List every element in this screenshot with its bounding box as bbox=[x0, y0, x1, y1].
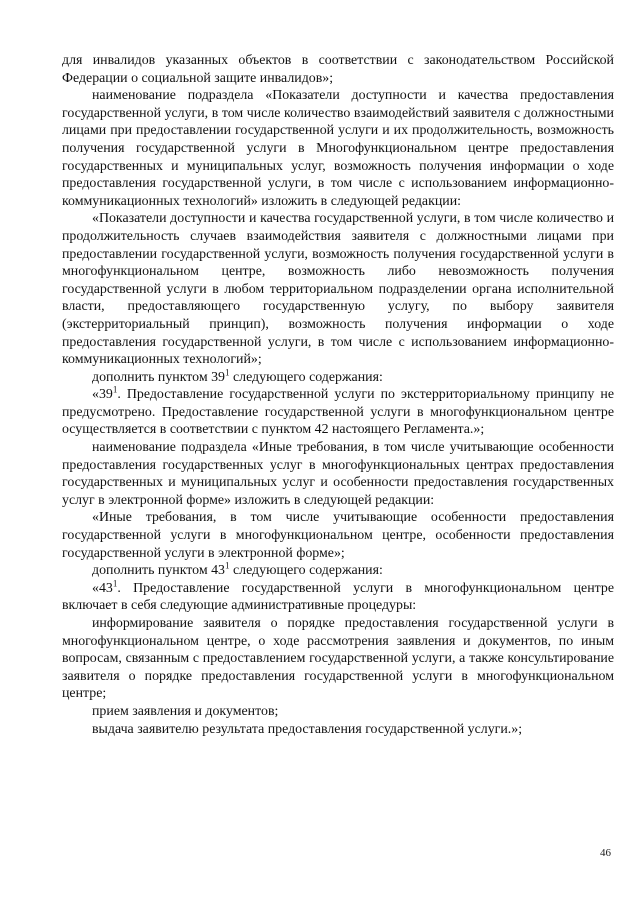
superscript-one: 1 bbox=[225, 560, 230, 571]
paragraph-10: информирование заявителя о порядке предоставления государственной услуги в многофункциональном центре, о ходе рассмотрения заявления и документов, по иным вопросам, связанным с предоставлением государственной услуги, а также консультирование заявителя о порядке предоставления государственной услуги в многофункциональном центре; bbox=[62, 616, 614, 702]
superscript-one: 1 bbox=[112, 578, 118, 589]
document-body bbox=[62, 52, 614, 738]
paragraph-2: наименование подраздела «Показатели доступности и качества предоставления государственной услуги, в том числе количество взаимодействий заявителя с должностными лицами при предоставлении государственной услуги и их продолжительность, возможность получения государственной услуги в Многофункциональном центре предоставления государственных и муниципальных услуг, возможность получения информации о ходе предоставления государственной услуги, в том числе с использованием информационно-коммуникационных технологий» изложить в следующей редакции: bbox=[62, 88, 614, 209]
page-number: 46 bbox=[600, 847, 611, 859]
superscript-one: 1 bbox=[225, 367, 230, 378]
paragraph-5: «$39^1$. Предоставление государственной услуги по экстерриториальному принципу не предусмотрено. Предоставление государственной услуги в многофункциональном центре осуществляется в соответствии с пунктом 42 настоящего Регламента.»; bbox=[62, 384, 614, 438]
superscript-one: 1 bbox=[112, 384, 118, 395]
paragraph-11: прием заявления и документов; bbox=[92, 703, 279, 719]
paragraph-4: дополнить пунктом $39^1$ следующего содержания: bbox=[92, 367, 383, 385]
paragraph-7: «Иные требования, в том числе учитывающие особенности предоставления государственной услуги в многофункциональном центре, особенности предоставления государственной услуги в электронной форме»; bbox=[62, 510, 614, 561]
paragraph-1: для инвалидов указанных объектов в соответствии с законодательством Российской Федерации о социальной защите инвалидов»; bbox=[62, 53, 614, 86]
paragraph-9: «$43^1$. Предоставление государственной услуги в многофункциональном центре включает в себя следующие административные процедуры: bbox=[62, 578, 614, 614]
paragraph-12: выдача заявителю результата предоставления государственной услуги.»; bbox=[92, 721, 523, 737]
paragraph-3: «Показатели доступности и качества государственной услуги, в том числе количество и продолжительность случаев взаимодействия заявителя с должностными лицами при предоставлении государственной услуги, возможность получения государственной услуги в многофункциональном центре, возможность либо невозможность получения государственной услуги в любом территориальном подразделении органа исполнительной власти, предоставляющего государственную услугу, по выбору заявителя (экстерриториальный принцип), возможность получения информации о ходе предоставления государственной услуги, в том числе с использованием информационно-коммуникационных технологий»; bbox=[62, 211, 614, 368]
paragraph-6: наименование подраздела «Иные требования, в том числе учитывающие особенности предоставления государственных услуг в многофункциональных центрах предоставления государственных и муниципальных услуг и особенности предоставления государственных услуг в электронной форме» изложить в следующей редакции: bbox=[62, 440, 614, 508]
paragraph-8: дополнить пунктом $43^1$ следующего содержания: bbox=[92, 560, 383, 579]
